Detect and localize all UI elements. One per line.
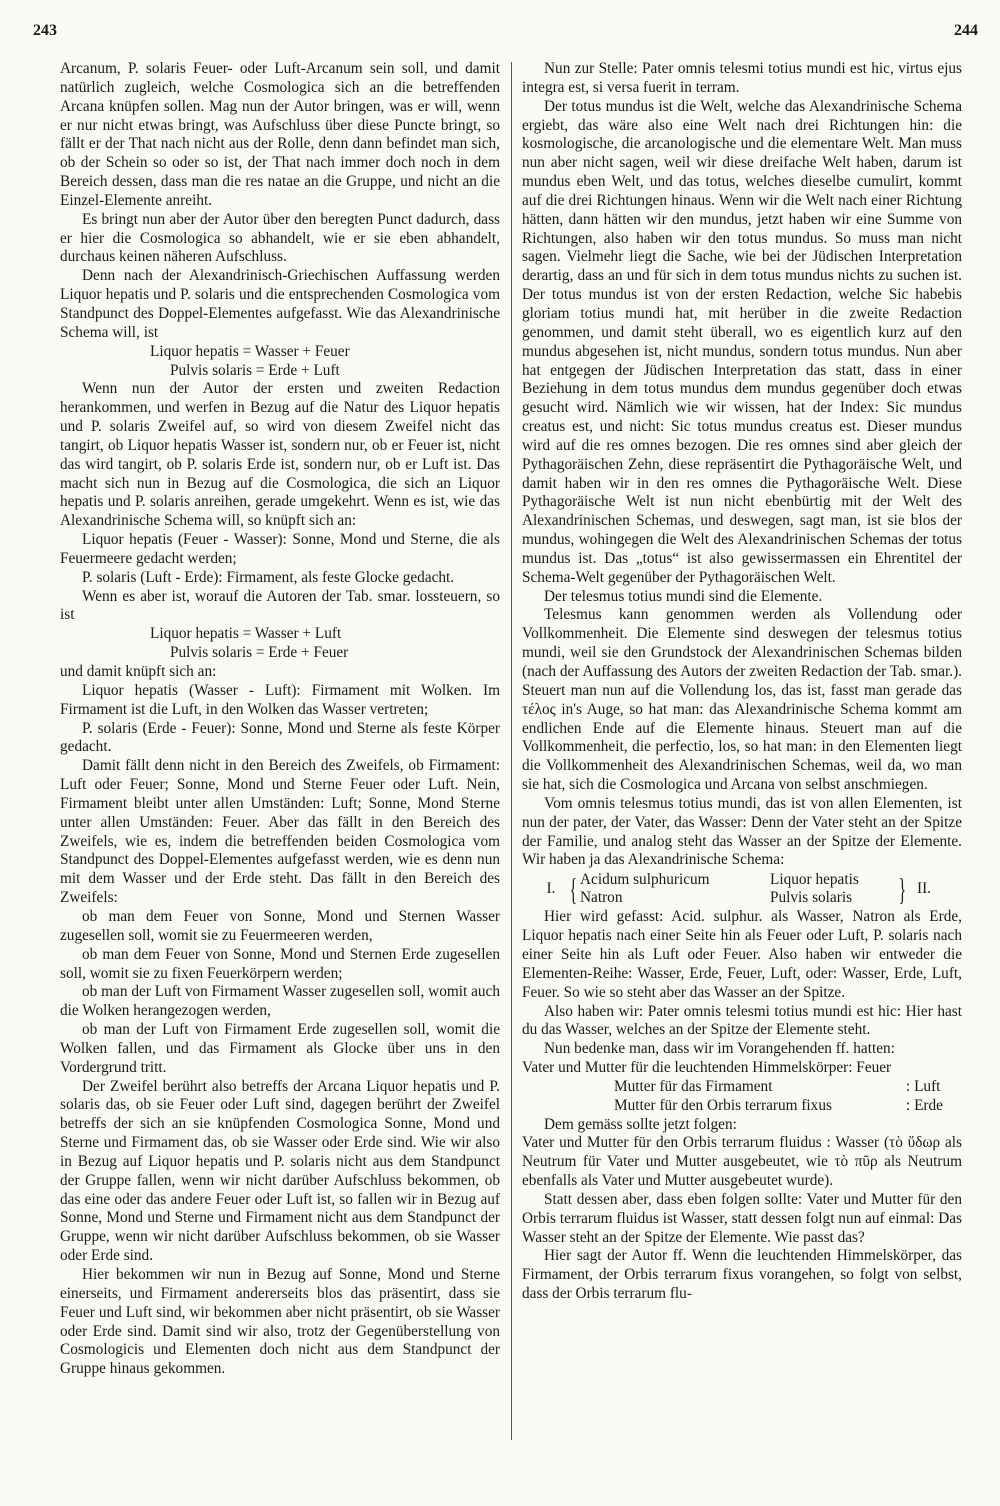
paragraph: Hier sagt der Autor ff. Wenn die leuchtenden Himmelskörper, das Firmament, der Orbis terrarum fixus vorangehen, so folgt von selbst, dass der Orbis terrarum flu- (522, 1247, 962, 1303)
scheme-left-items (580, 871, 770, 907)
paragraph: ob man dem Feuer von Sonne, Mond und Sternen Erde zugesellen soll, womit sie zu fixen Feuerkörpern werden; (60, 945, 500, 982)
paragraph: Der telesmus totius mundi sind die Elemente. (544, 587, 823, 605)
paragraph: Nun bedenke man, dass wir im Vorangehenden ff. hatten: (544, 1040, 895, 1058)
paragraph: Wenn nun der Autor der ersten und zweiten Redaction herankommen, und werfen in Bezug auf die Natur des Liquor hepatis und P. solaris Zweifel auf, so wird von diesem Zweifel nicht das tangirt, ob Liquor hepatis Wasser ist, sondern nur, ob er Feuer ist, nicht das wird tangirt, ob P. solaris Erde ist, sondern nur, ob er Luft ist. Das macht sich nun in Bezug auf die Cosmologica, die sich an Liquor hepatis und P. solaris anreihen, gerade umgekehrt. Wenn es ist, wie das Alexandrinische Schema will, so knüpft sich an: (60, 380, 500, 530)
paragraph: Denn nach der Alexandrinisch-Griechischen Auffassung werden Liquor hepatis und P. solaris und die entsprechenden Cosmologica vom Standpunct des Doppel-Elementes aufgefasst. Wie das Alexandrinische Schema will, ist (60, 267, 500, 341)
paragraph: Der Zweifel berührt also betreffs der Arcana Liquor hepatis und P. solaris das, ob sie Feuer oder Luft sind, dagegen berührt der Zweifel betreffs der sich an sie knüpfenden Cosmologica Sonne, Mond und Sterne und Firmament das, ob sie Wasser oder Erde sind. Wie wir also in Bezug auf Liquor hepatis und P. solaris nicht aus dem Standpunct der Gruppe fallen, wenn wir nicht darüber Aufschluss bekommen, ob das eine oder das andere Feuer oder Luft ist, so fallen wir in Bezug auf Sonne, Mond und Sterne und Firmament nicht aus dem Standpunct der Gruppe, wenn wir nicht darüber Aufschluss bekommen, ob sie Wasser oder Erde sind. (60, 1077, 500, 1265)
scheme-brace-right: } (898, 871, 907, 908)
scheme-right-items (770, 871, 895, 907)
right-column-part-c (522, 1116, 962, 1304)
paragraph: Pulvis solaris = Erde + Feuer (170, 644, 349, 662)
paragraph: Arcanum, P. solaris Feuer- oder Luft-Arcanum sein soll, und damit natürlich zugleich, welche Cosmologica sich an die betreffenden Arcana knüpfen sollen. Mag nun der Autor bringen, was er will, wenn er nur nicht etwas bringt, was Aufschluss über diese Puncte bringt, so fällt er der That nach nicht aus der Rolle, denn dann befindet man sich, ob der Schein so oder so ist, der That nach immer doch noch in dem Bereich dessen, dass man die res natae an die Gruppe, und nicht an die Einzel-Elemente anreiht. (60, 60, 500, 209)
paragraph: Statt dessen aber, dass eben folgen sollte: Vater und Mutter für den Orbis terrarum fluidus ist Wasser, statt dessen folgt nun auf einmal: Das Wasser steht an der Spitze der Elemente. Wie passt das? (522, 1190, 962, 1246)
scheme-right-item: Liquor hepatis (770, 871, 859, 889)
alexandrian-scheme (522, 870, 962, 908)
paragraph: und damit knüpft sich an: (60, 663, 217, 680)
paragraph: ob man dem Feuer von Sonne, Mond und Sternen Wasser zugesellen soll, womit sie zu Feuermeeren werden, (60, 907, 500, 944)
right-column-part-b (522, 908, 962, 1059)
scheme-right-item: Pulvis solaris (770, 889, 853, 907)
paragraph: Hier bekommen wir nun in Bezug auf Sonne, Mond und Sterne einerseits, und Firmament andererseits blos das präsentirt, dass sie Feuer und Luft sind, wir bekommen aber nicht präsentirt, ob sie Wasser oder Erde sind. Damit sind wir also, trotz der Gegenüberstellung von Cosmologicis und Elementen doch nicht aus dem Standpunct der Gruppe hinaus gekommen. (60, 1266, 500, 1378)
paragraph: Wenn es aber ist, worauf die Autoren der Tab. smar. lossteuern, so ist (60, 587, 500, 624)
parents-row-value: : Luft (906, 1077, 941, 1095)
left-column (60, 60, 500, 1379)
parents-row (522, 1078, 962, 1097)
paragraph: P. solaris (Erde - Feuer): Sonne, Mond und Sterne als feste Körper gedacht. (60, 719, 500, 756)
page-number-left: 243 (33, 22, 57, 39)
parents-intro: Vater und Mutter für die leuchtenden Himmelskörper: Feuer (522, 1059, 892, 1077)
scheme-brace-left: { (569, 871, 578, 908)
paragraph: Pulvis solaris = Erde + Luft (170, 361, 340, 379)
scheme-numeral-left: I. (546, 879, 556, 897)
paragraph: ob man der Luft von Firmament Erde zugesellen soll, womit die Wolken fallen, und das Firmament als Glocke über uns in den Vordergrund tritt. (60, 1021, 500, 1076)
paragraph: Der totus mundus ist die Welt, welche das Alexandrinische Schema ergiebt, das wäre also eine Welt nach drei Richtungen hin: die kosmologische, die arcanologische und die elementare Welt. Man muss nun aber nicht sagen, weil wir diese dreifache Welt haben, darum ist mundus eben Welt, und das totus, welches dieselbe cumulirt, kommt auf die drei Richtungen hinaus. Wenn wir die Welt nach einer Richtung hätten, dann hätten wir den mundus, jetzt haben wir eine Summe von Richtungen, also haben wir den totus mundus. So muss man nicht sagen. Vielmehr liegt die Sache, wie bei der Jüdischen Interpretation derartig, dass an und für sich in dem totus mundus nichts zu suchen ist. Der totus mundus ist von der ersten Redaction, welche Sic habebis gloriam totius mundi hat, mit herüber in die zweite Redaction genommen, und damit steht überall, wo es eigentlich kurz auf den mundus abgesehen ist, nicht mundus, sondern totus mundus. Nun aber hat entgegen der Jüdischen Interpretation das statt, dass in einer Beziehung in dem totus mundus dem mundus gegenüber doch etwas gesucht wird. Nämlich wie wir wissen, hat der Index: Sic mundus creatus est, und nicht: Sic totus mundus creatus est. Dieser mundus wird auf die res omnes bezogen. Die res omnes sind aber gleich der Pythagoräischen Zehn, diese repräsentirt die Pythagoräische Welt, und damit haben wir in den res omnes die Pythagoräische Welt. Diese Pythagoräische Welt ist nun nicht ebenbürtig mit der Welt des Alexandrinischen Schemas, und deswegen, sagt man, ist sie blos der mundus, wohingegen die Welt des Alexandrinischen Schemas der totus mundus ist. Das „totus“ ist also gewissermassen ein Ehrentitel der Schema-Welt gegenüber der Pythagoräischen Welt. (522, 97, 962, 586)
scheme-left-item: Acidum sulphuricum (580, 871, 710, 889)
parents-row (522, 1097, 962, 1116)
scheme-numeral-right: II. (916, 879, 931, 897)
paragraph: Liquor hepatis = Wasser + Luft (150, 625, 342, 643)
paragraph: Hier wird gefasst: Acid. sulphur. als Wasser, Natron als Erde, Liquor hepatis nach einer Seite hin als Feuer oder Luft, P. solaris nach einer Seite hin als Luft oder Feuer. Also haben wir entweder die Elementen-Reihe: Wasser, Erde, Feuer, Luft, oder: Wasser, Erde, Luft, Feuer. So wie so steht aber das Wasser an der Spitze. (522, 908, 962, 1001)
paragraph: Dem gemäss sollte jetzt folgen: (544, 1115, 737, 1133)
page-number-right: 244 (954, 22, 978, 39)
right-column (522, 60, 962, 1304)
parents-row-label: Mutter für das Firmament (614, 1077, 773, 1095)
paragraph: Telesmus kann genommen werden als Vollendung oder Vollkommenheit. Die Elemente sind deswegen der telesmus totius mundi, weil sie den Grundstock der Alexandrinischen Schemas bilden (nach der Auffassung des Autors der zweiten Redaction der Tab. smar.). Steuert man nun auf die Vollendung los, das ist, fasst man gerade das τέλος in's Auge, so hat man: das Alexandrinische Schema kommt am endlichen Ende auf die Elemente hinaus. Steuert man auf die Vollkommenheit, die perfectio, los, so hat man: in den Elementen liegt die Vollkommenheit des Alexandrinischen Schemas, weil da, wo man sie hat, sich die Cosmologica und Arcana von selbst anschmiegen. (522, 606, 962, 794)
paragraph: P. solaris (Luft - Erde): Firmament, als feste Glocke gedacht. (82, 568, 455, 586)
right-column-part-a (522, 60, 962, 870)
paragraph: Liquor hepatis (Feuer - Wasser): Sonne, Mond und Sterne, die als Feuermeere gedacht werden; (60, 531, 500, 567)
parents-list (522, 1059, 962, 1116)
paragraph: Vater und Mutter für den Orbis terrarum fluidus : Wasser (τὸ ὕδωρ als Neutrum für Vater und Mutter ausgebeutet, wie τὸ πῦρ als Neutrum ebenfalls als Vater und Mutter ausgebeutet wurde). (522, 1134, 962, 1190)
column-divider (511, 62, 512, 1440)
paragraph: Vom omnis telesmus totius mundi, das ist von allen Elementen, ist nun der pater, der Vater, das Wasser: Denn der Vater steht an der Spitze der Familie, und analog steht das Wasser an der Spitze der Elemente. Wir haben ja das Alexandrinische Schema: (522, 794, 962, 869)
paragraph: Also haben wir: Pater omnis telesmi totius mundi est hic: Hier hast du das Wasser, welches an der Spitze der Elemente steht. (522, 1002, 962, 1039)
parents-row-label: Mutter für den Orbis terrarum fixus (614, 1096, 832, 1114)
paragraph: Liquor hepatis (Wasser - Luft): Firmament mit Wolken. Im Firmament ist die Luft, in den Wolken das Wasser vertreten; (60, 681, 500, 718)
paragraph: Liquor hepatis = Wasser + Feuer (150, 342, 350, 360)
scheme-left-item: Natron (580, 889, 623, 907)
paragraph: ob man der Luft von Firmament Wasser zugesellen soll, womit auch die Wolken herangezogen werden, (60, 983, 500, 1020)
paragraph: Nun zur Stelle: Pater omnis telesmi totius mundi est hic, virtus ejus integra est, si versa fuerit in terram. (522, 60, 962, 96)
parents-row-value: : Erde (906, 1096, 943, 1114)
paragraph: Es bringt nun aber der Autor über den beregten Punct dadurch, dass er hier die Cosmologica so abhandelt, wie er sie eben abhandelt, durchaus keinen näheren Aufschluss. (60, 210, 500, 266)
paragraph: Damit fällt denn nicht in den Bereich des Zweifels, ob Firmament: Luft oder Feuer; Sonne, Mond und Sterne Feuer oder Luft. Nein, Firmament bleibt unter allen Umständen: Luft; Sonne, Mond Sterne unter allen Umständen: Feuer. Aber das fällt in den Bereich des Zweifels, wie es, indem die betreffenden beiden Cosmologica vom Standpunct des Doppel-Elementes aufgefasst werden, wie es denn nun mit dem Wasser und der Erde steht. Das fällt in den Bereich des Zweifels: (60, 757, 500, 907)
